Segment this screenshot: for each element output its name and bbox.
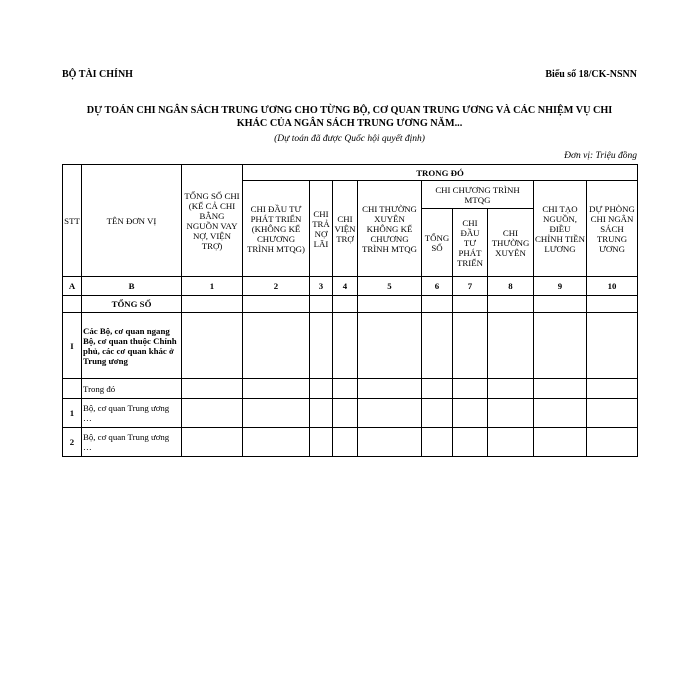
- code-cell: 8: [488, 277, 534, 296]
- unit-note: Đơn vị: Triệu đồng: [564, 151, 637, 161]
- table-row-total: [63, 296, 638, 313]
- header-of-which: TRONG ĐÓ: [243, 165, 638, 181]
- header-recurrent: CHI THƯỜNG XUYÊN KHÔNG KỂ CHƯƠNG TRÌNH MTQG: [358, 181, 422, 277]
- row-name: Bộ, cơ quan Trung ương …: [82, 399, 182, 428]
- code-cell: 5: [358, 277, 422, 296]
- header-mtqg-recurrent: CHI THƯỜNG XUYÊN: [488, 209, 534, 277]
- code-cell: 1: [182, 277, 243, 296]
- form-number: Biểu số 18/CK-NSNN: [545, 69, 637, 80]
- row-name: Trong đó: [82, 379, 182, 399]
- table-row: [63, 399, 638, 428]
- ministry-name: BỘ TÀI CHÍNH: [62, 69, 133, 80]
- row-name: TỔNG SỐ: [82, 296, 182, 313]
- header-unit-name: TÊN ĐƠN VỊ: [82, 165, 182, 277]
- header-debt: CHI TRẢ NỢ LÃI: [310, 181, 333, 277]
- row-name: Bộ, cơ quan Trung ương …: [82, 428, 182, 457]
- column-code-row: [63, 277, 638, 296]
- header-aid: CHI VIỆN TRỢ: [333, 181, 358, 277]
- table-row: [63, 428, 638, 457]
- header-mtqg-invest: CHI ĐẦU TƯ PHÁT TRIỂN: [453, 209, 488, 277]
- code-cell: 10: [587, 277, 638, 296]
- row-stt: 1: [63, 399, 82, 428]
- row-stt: [63, 379, 82, 399]
- header-stt: STT: [63, 165, 82, 277]
- table-row: [63, 313, 638, 379]
- code-cell: B: [82, 277, 182, 296]
- budget-table: [62, 164, 638, 457]
- title-line-1: DỰ TOÁN CHI NGÂN SÁCH TRUNG ƯƠNG CHO TỪNG BỘ, CƠ QUAN TRUNG ƯƠNG VÀ CÁC NHIỆM VỤ CHI: [86, 105, 613, 116]
- code-cell: 3: [310, 277, 333, 296]
- title-line-2: KHÁC CỦA NGÂN SÁCH TRUNG ƯƠNG NĂM...: [236, 118, 463, 129]
- header-invest: CHI ĐẦU TƯ PHÁT TRIỂN (KHÔNG KỂ CHƯƠNG TRÌNH MTQG): [243, 181, 310, 277]
- table-row: [63, 379, 638, 399]
- subtitle: (Dự toán đã được Quốc hội quyết định): [274, 134, 425, 144]
- code-cell: A: [63, 277, 82, 296]
- code-cell: 6: [422, 277, 453, 296]
- header-salary: CHI TẠO NGUỒN, ĐIỀU CHỈNH TIỀN LƯƠNG: [534, 181, 587, 277]
- header-total: TỔNG SỐ CHI (KỂ CẢ CHI BẰNG NGUỒN VAY NỢ, VIỆN TRỢ): [182, 165, 243, 277]
- header-reserve: DỰ PHÒNG CHI NGÂN SÁCH TRUNG ƯƠNG: [587, 181, 638, 277]
- row-stt: 2: [63, 428, 82, 457]
- header-mtqg: CHI CHƯƠNG TRÌNH MTQG: [422, 181, 534, 209]
- code-cell: 7: [453, 277, 488, 296]
- row-name: Các Bộ, cơ quan ngang Bộ, cơ quan thuộc Chính phủ, các cơ quan khác ở Trung ương: [82, 313, 182, 379]
- row-stt: [63, 296, 82, 313]
- code-cell: 9: [534, 277, 587, 296]
- code-cell: 4: [333, 277, 358, 296]
- header-mtqg-total: TỔNG SỐ: [422, 209, 453, 277]
- code-cell: 2: [243, 277, 310, 296]
- row-stt: I: [63, 313, 82, 379]
